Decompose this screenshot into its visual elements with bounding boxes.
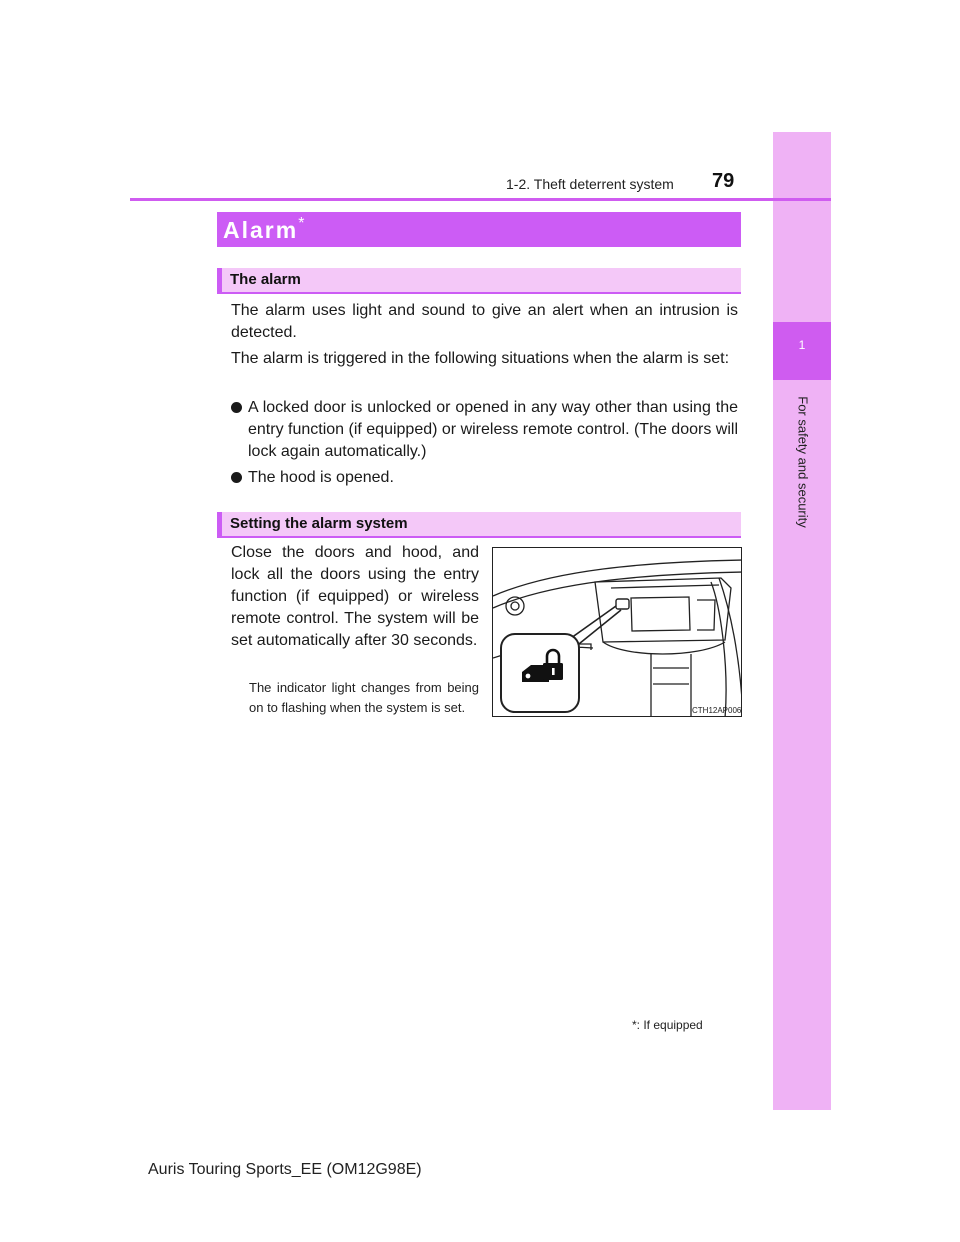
figure-code: CTH12AP006 <box>692 706 742 715</box>
footnote: *: If equipped <box>632 1018 703 1032</box>
subhead-the-alarm: The alarm <box>217 268 741 294</box>
footer-model: Auris Touring Sports_EE (OM12G98E) <box>148 1161 422 1178</box>
bullet-item <box>231 397 738 463</box>
bullet-item <box>231 467 738 489</box>
bullet-dot-icon <box>231 402 242 413</box>
bullet-text: A locked door is unlocked or opened in any way other than using the entry function (if equipped) or wireless remote control. (The doors will lock again automatically.) <box>248 399 738 460</box>
dashboard-illustration <box>493 548 742 717</box>
bullet-dot-icon <box>231 472 242 483</box>
subhead-setting-alarm: Setting the alarm system <box>217 512 741 538</box>
paragraph-alarm-triggers: The alarm is triggered in the following situations when the alarm is set: <box>231 350 730 367</box>
paragraph-setting-instructions: Close the doors and hood, and lock all the doors using the entry function (if equipped) or wireless remote control. The system will be set automatically after 30 seconds. <box>231 544 479 649</box>
chapter-number: 1 <box>798 338 806 352</box>
page-title: Alarm <box>223 217 299 243</box>
page-title-bar <box>217 212 741 247</box>
if-equipped-marker: * <box>298 215 307 232</box>
dashboard-figure <box>492 547 742 717</box>
header-rule <box>130 198 831 201</box>
bullet-text: The hood is opened. <box>248 469 394 486</box>
indicator-note: The indicator light changes from being on to flashing when the system is set. <box>249 680 479 715</box>
page-number: 79 <box>712 170 735 192</box>
paragraph-alarm-intro: The alarm uses light and sound to give an alert when an intrusion is detected. <box>231 302 738 341</box>
section-label: 1-2. Theft deterrent system <box>506 176 674 192</box>
chapter-side-tab <box>773 132 831 1110</box>
chapter-title: For safety and security <box>795 396 811 528</box>
